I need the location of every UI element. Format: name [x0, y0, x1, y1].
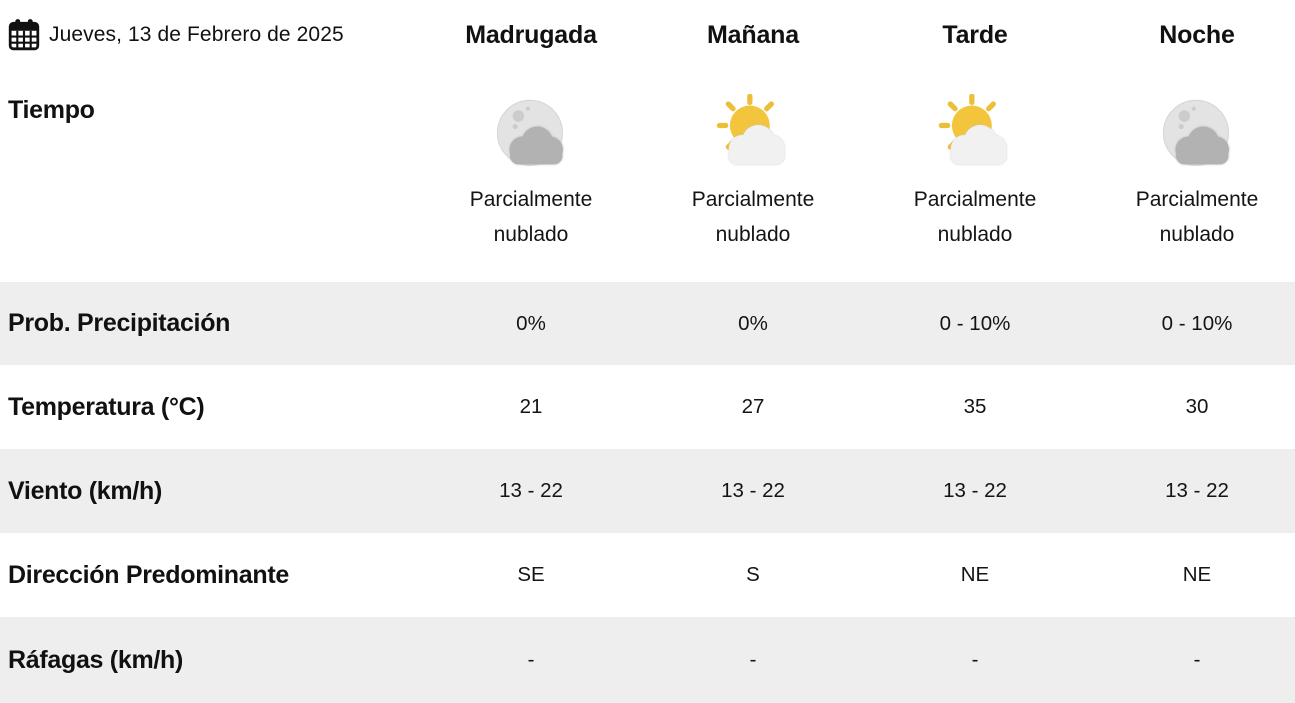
- row-label: Ráfagas (km/h): [8, 645, 184, 674]
- sun-cloud-icon: [933, 94, 1017, 178]
- row-label: Prob. Precipitación: [8, 309, 231, 337]
- condition-text: Parcialmente nublado: [1135, 188, 1259, 246]
- row-label: Viento (km/h): [8, 476, 162, 505]
- row-temperature: [0, 365, 1295, 449]
- cell-value: 0%: [516, 311, 546, 335]
- cell-value: 30: [1185, 395, 1209, 418]
- period-header-madrugada: Madrugada: [465, 20, 597, 49]
- weather-row: [0, 70, 1295, 282]
- date-label: Jueves, 13 de Febrero de 2025: [49, 23, 344, 46]
- date-header: [0, 18, 420, 52]
- row-gusts: [0, 617, 1295, 703]
- cell-value: 13 - 22: [943, 479, 1007, 502]
- row-wind: [0, 449, 1295, 533]
- cell-value: 27: [741, 395, 765, 418]
- calendar-icon: [8, 18, 40, 52]
- weather-cell-madrugada: [420, 70, 642, 282]
- period-header-noche: Noche: [1159, 20, 1235, 49]
- cell-value: 21: [519, 395, 543, 418]
- period-header-tarde: Tarde: [942, 20, 1008, 49]
- cell-value: 13 - 22: [1165, 479, 1229, 502]
- cell-value: 35: [963, 395, 987, 418]
- weather-row-label-cell: [0, 70, 420, 282]
- cell-value: 13 - 22: [499, 479, 563, 502]
- period-header-manana: Mañana: [707, 20, 799, 49]
- cell-value: NE: [960, 563, 990, 586]
- weather-cell-manana: [642, 70, 864, 282]
- condition-text: Parcialmente nublado: [913, 188, 1037, 246]
- cell-value: 0 - 10%: [1161, 311, 1233, 335]
- cell-value: SE: [517, 563, 545, 586]
- condition-text: Parcialmente nublado: [469, 188, 593, 246]
- weather-cell-noche: [1086, 70, 1295, 282]
- condition-text: Parcialmente nublado: [691, 188, 815, 246]
- cell-value: -: [971, 648, 979, 671]
- row-label: Dirección Predominante: [8, 560, 289, 589]
- cell-value: -: [1193, 648, 1201, 671]
- cell-value: 0%: [738, 311, 768, 335]
- cell-value: -: [527, 648, 535, 671]
- sun-cloud-icon: [711, 94, 795, 178]
- row-label: Temperatura (°C): [8, 392, 205, 421]
- cell-value: 0 - 10%: [939, 311, 1011, 335]
- table-header-row: [0, 0, 1295, 70]
- cell-value: S: [746, 563, 760, 586]
- cell-value: -: [749, 648, 757, 671]
- row-precipitation: [0, 282, 1295, 365]
- moon-cloud-icon: [489, 94, 573, 178]
- row-label: Tiempo: [8, 96, 95, 124]
- weather-cell-tarde: [864, 70, 1086, 282]
- moon-cloud-icon: [1155, 94, 1239, 178]
- cell-value: NE: [1182, 563, 1212, 586]
- row-wind-direction: [0, 533, 1295, 617]
- cell-value: 13 - 22: [721, 479, 785, 502]
